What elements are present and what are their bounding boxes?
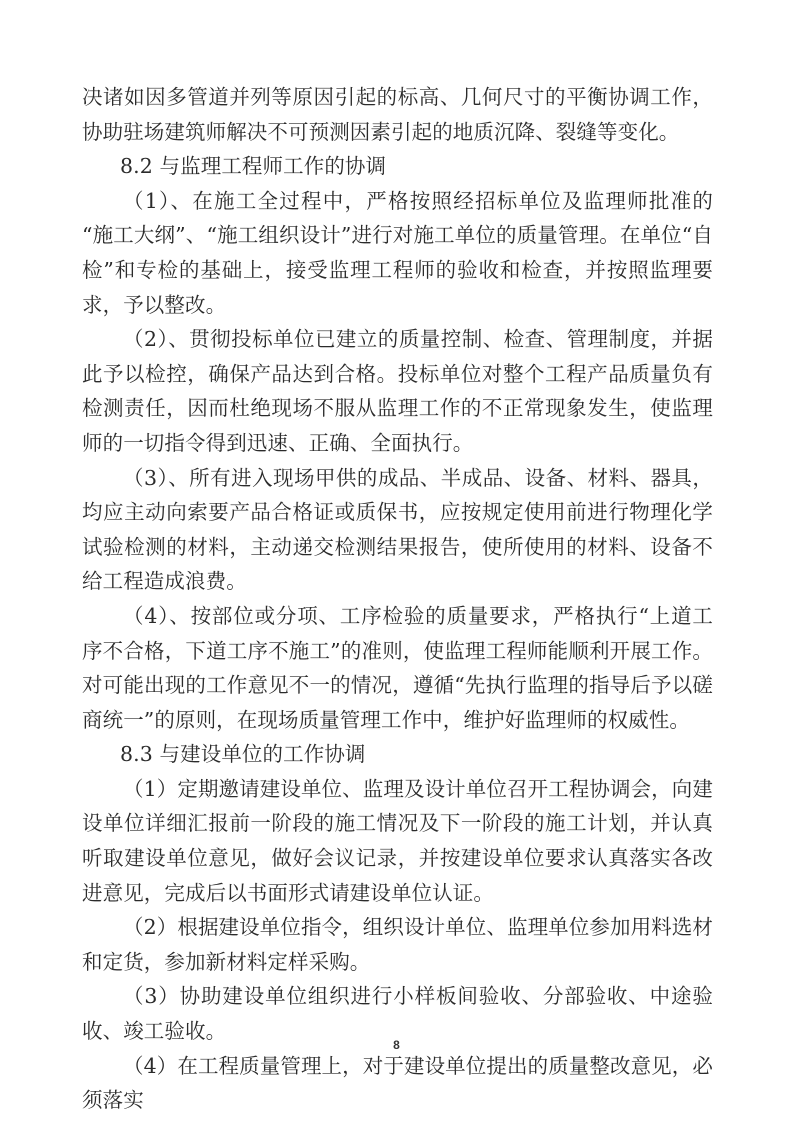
- section-8-3-item-3: （3）协助建设单位组织进行小样板间验收、分部验收、中途验收、竣工验收。: [82, 984, 713, 1044]
- section-8-3-item-1: （1）定期邀请建设单位、监理及设计单位召开工程协调会，向建设单位详细汇报前一阶段的施工情况及下一阶段的施工计划，并认真听取建设单位意见，做好会议记录，并按建设单位要求认真落实各改进意见，完成后以书面形式请建设单位认证。: [82, 776, 713, 905]
- section-8-3-item-4: （4）在工程质量管理上，对于建设单位提出的质量整改意见，必须落实: [82, 1053, 713, 1113]
- page-number: 8: [393, 1038, 400, 1052]
- section-8-2-item-2: （2）、贯彻投标单位已建立的质量控制、检查、管理制度，并据此予以检控，确保产品达到合格。投标单位对整个工程产品质量负有检测责任，因而杜绝现场不服从监理工作的不正常现象发生，使监理师的一切指令得到迅速、正确、全面执行。: [82, 327, 713, 455]
- page-text-column: [82, 80, 713, 1118]
- section-8-2-item-4: （4）、按部位或分项、工序检验的质量要求，严格执行“上道工序不合格，下道工序不施工”的准则，使监理工程师能顺利开展工作。对可能出现的工作意见不一的情况，遵循“先执行监理的指导后予以磋商统一”的原则，在现场质量管理工作中，维护好监理师的权威性。: [82, 603, 713, 732]
- section-8-2-item-3: （3）、所有进入现场甲供的成品、半成品、设备、材料、器具，均应主动向索要产品合格证或质保书，应按规定使用前进行物理化学试验检测的材料，主动递交检测结果报告，使所使用的材料、设备不给工程造成浪费。: [82, 465, 713, 594]
- section-heading-8-2: 8.2 与监理工程师工作的协调: [120, 154, 387, 179]
- continued-paragraph: 决诸如因多管道并列等原因引起的标高、几何尺寸的平衡协调工作，协助驻场建筑师解决不可预测因素引起的地质沉降、裂缝等变化。: [82, 85, 713, 144]
- section-8-2-item-1: （1）、在施工全过程中，严格按照经招标单位及监理师批准的“施工大纲”、“施工组织设计”进行对施工单位的质量管理。在单位“自检”和专检的基础上，接受监理工程师的验收和检查，并按照监理要求，予以整改。: [82, 188, 713, 317]
- section-heading-8-3: 8.3 与建设单位的工作协调: [120, 742, 366, 767]
- section-8-3-item-2: （2）根据建设单位指令，组织设计单位、监理单位参加用料选材和定货，参加新材料定样采购。: [82, 915, 713, 974]
